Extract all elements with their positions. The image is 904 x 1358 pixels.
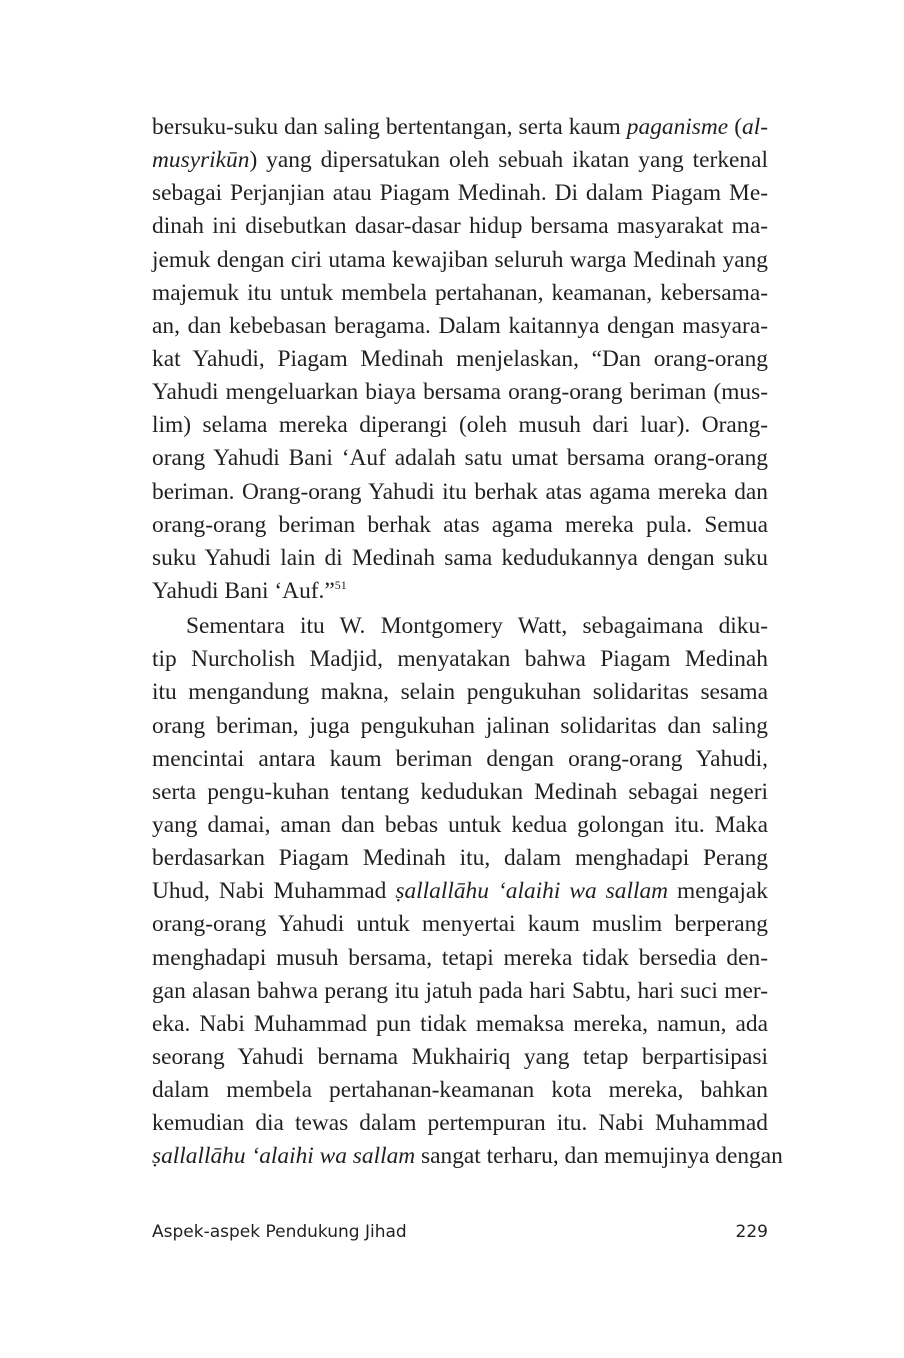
text-line: lim) selama mereka diperangi (oleh musuh dari luar). Orang- — [152, 412, 768, 439]
text-line: orang-orang beriman berhak atas agama mereka pula. Semua — [152, 511, 768, 538]
text-line: serta pengu-kuhan tentang kedudukan Medinah sebagai negeri — [152, 778, 768, 805]
text-line: an, dan kebebasan beragama. Dalam kaitannya dengan masyara- — [152, 312, 768, 339]
text-line: Yahudi mengeluarkan biaya bersama orang-orang beriman (mus- — [152, 379, 768, 406]
text-line: berdasarkan Piagam Medinah itu, dalam menghadapi Perang — [152, 845, 768, 872]
text-line: dinah ini disebutkan dasar-dasar hidup bersama masyarakat ma- — [152, 213, 768, 240]
text-line: suku Yahudi lain di Medinah sama kedudukannya dengan suku — [152, 544, 768, 571]
text-line: orang Yahudi Bani ‘Auf adalah satu umat bersama orang-orang — [152, 445, 768, 472]
text-line: beriman. Orang-orang Yahudi itu berhak atas agama mereka dan — [152, 478, 768, 505]
text-line: mencintai antara kaum beriman dengan orang-orang Yahudi, — [152, 745, 768, 772]
running-title: Aspek-aspek Pendukung Jihad — [152, 1222, 407, 1242]
text-line: eka. Nabi Muhammad pun tidak memaksa mereka, namun, ada — [152, 1010, 768, 1037]
text-line: Yahudi Bani ‘Auf.”$^{51}$ — [152, 577, 347, 604]
text-line: kat Yahudi, Piagam Medinah menjelaskan, “Dan orang-orang — [152, 345, 768, 372]
text-line: yang damai, aman dan bebas untuk kedua golongan itu. Maka — [152, 811, 768, 838]
text-line: orang-orang Yahudi untuk menyertai kaum muslim berperang — [152, 911, 768, 938]
text-line: menghadapi musuh bersama, tetapi mereka tidak bersedia den- — [152, 944, 768, 971]
text-line: jemuk dengan ciri utama kewajiban seluruh warga Medinah yang — [152, 246, 768, 273]
body-text — [152, 111, 783, 1174]
text-line: orang beriman, juga pengukuhan jalinan solidaritas dan saling — [152, 712, 768, 739]
page-footer — [152, 1222, 768, 1248]
text-line: gan alasan bahwa perang itu jatuh pada hari Sabtu, hari suci mer- — [152, 977, 768, 1004]
text-line: Uhud, Nabi Muhammad ṣallallāhu ‘alaihi wa sallam mengajak — [152, 878, 768, 905]
footnote-reference: 51 — [334, 577, 347, 592]
text-line: kemudian dia tewas dalam pertempuran itu. Nabi Muhammad — [152, 1110, 768, 1137]
text-line: dalam membela pertahanan-keamanan kota mereka, bahkan — [152, 1077, 768, 1104]
page-number: 229 — [735, 1222, 768, 1242]
text-line: majemuk itu untuk membela pertahanan, keamanan, kebersama- — [152, 279, 768, 306]
text-line: tip Nurcholish Madjid, menyatakan bahwa Piagam Medinah — [152, 646, 768, 673]
text-line: ṣallallāhu ‘alaihi wa sallam sangat terharu, dan memujinya dengan — [152, 1143, 783, 1170]
text-line: musyrikūn) yang dipersatukan oleh sebuah ikatan yang terkenal — [152, 147, 768, 174]
text-line: sebagai Perjanjian atau Piagam Medinah. Di dalam Piagam Me- — [152, 180, 768, 207]
text-line: seorang Yahudi bernama Mukhairiq yang tetap berpartisipasi — [152, 1043, 768, 1070]
text-line: bersuku-suku dan saling bertentangan, serta kaum paganisme (al- — [152, 114, 768, 140]
text-line: itu mengandung makna, selain pengukuhan solidaritas sesama — [152, 679, 768, 706]
paragraph-first-line: Sementara itu W. Montgomery Watt, sebagaimana diku- — [186, 613, 768, 640]
